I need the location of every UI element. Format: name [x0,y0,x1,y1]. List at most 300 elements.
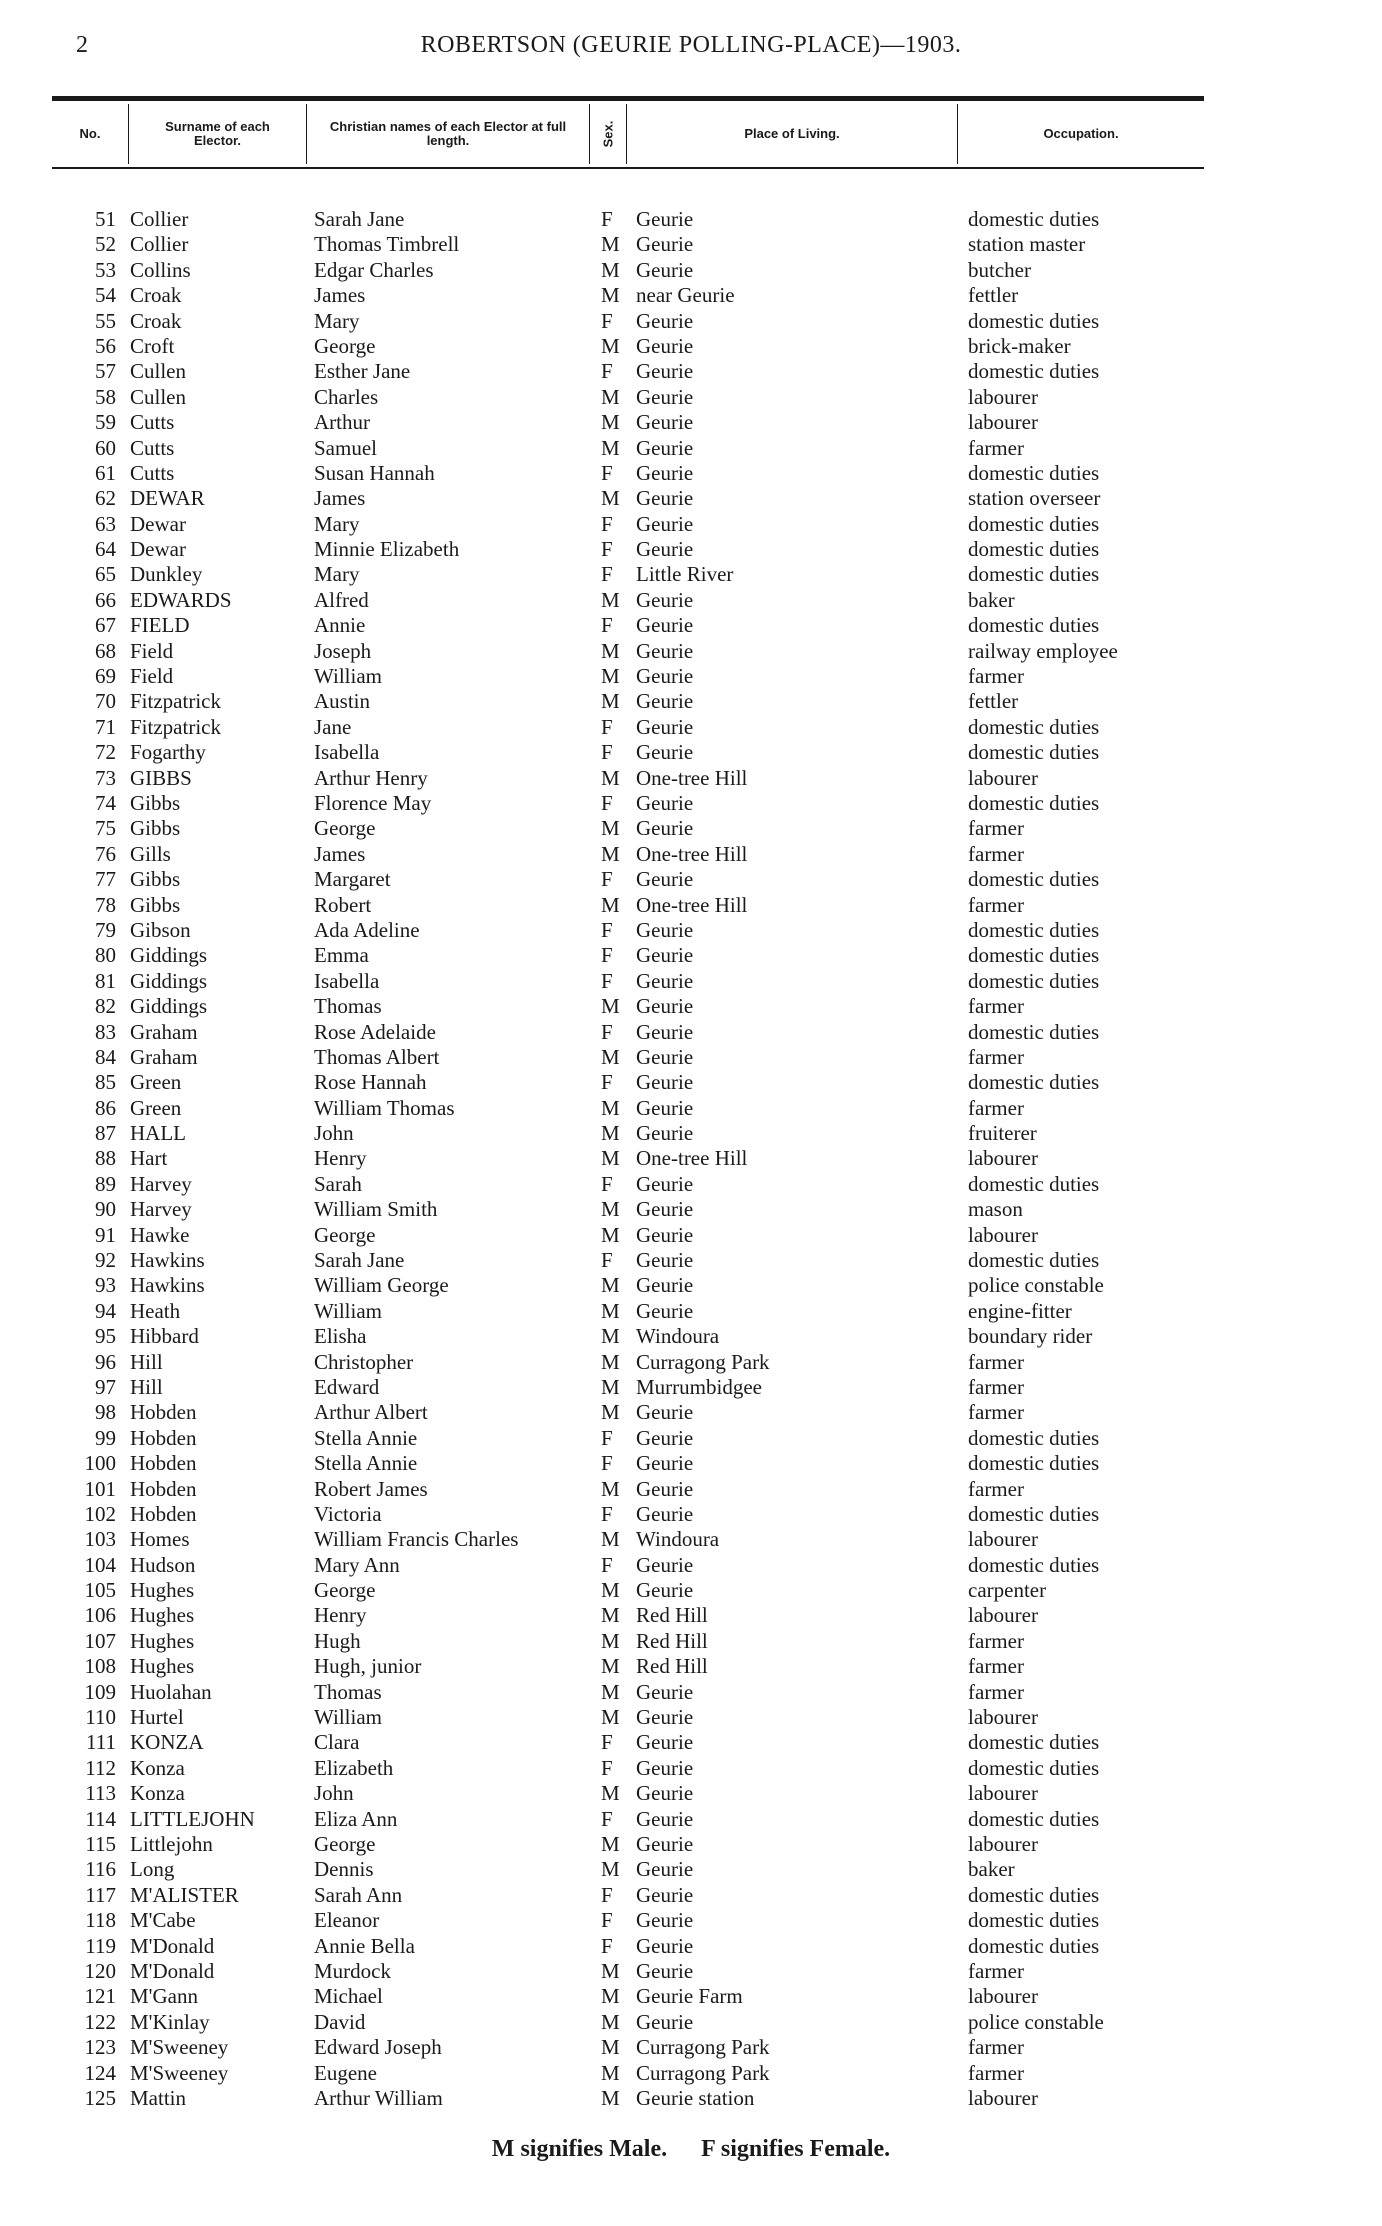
sex-cell: M [601,283,620,308]
occupation-cell: baker [968,587,1015,612]
sex-cell: M [601,664,620,689]
electors-table [0,207,1382,2111]
table-row [0,893,1382,918]
occupation-cell: carpenter [968,1578,1047,1603]
table-row [0,689,1382,714]
table-row [0,258,1382,283]
sex-cell: M [601,410,620,435]
sex-cell: M [601,1349,620,1374]
surname-cell: Gibbs [130,790,181,815]
surname-cell: M'Donald [130,1958,215,1983]
christian-names-cell: Thomas Albert [314,1044,440,1069]
christian-names-cell: Murdock [314,1958,391,1983]
row-number: 63 [95,511,116,536]
table-row [0,1273,1382,1298]
place-of-living-cell: Geurie [636,689,694,714]
sex-cell: F [601,1755,613,1780]
christian-names-cell: Mary [314,511,360,536]
row-number: 57 [95,359,116,384]
surname-cell: Hill [130,1349,163,1374]
sex-cell: M [601,2060,620,2085]
row-number: 90 [95,1197,116,1222]
row-number: 82 [95,994,116,1019]
sex-cell: F [601,867,613,892]
christian-names-cell: Mary Ann [314,1552,400,1577]
table-row [0,1146,1382,1171]
sex-cell: M [601,1781,620,1806]
row-number: 74 [95,790,116,815]
sex-cell: F [601,562,613,587]
row-number: 105 [84,1578,116,1603]
surname-cell: Konza [130,1781,185,1806]
place-of-living-cell: Geurie [636,435,694,460]
table-row [0,1172,1382,1197]
surname-cell: Hill [130,1374,163,1399]
sex-cell: M [601,486,620,511]
christian-names-cell: Thomas Timbrell [314,232,460,257]
christian-names-cell: George [314,816,376,841]
table-row [0,943,1382,968]
sex-cell: M [601,2035,620,2060]
sex-cell: F [601,1501,613,1526]
row-number: 89 [95,1171,116,1196]
row-number: 61 [95,460,116,485]
christian-names-cell: Esther Jane [314,359,411,384]
surname-cell: Gibbs [130,816,181,841]
place-of-living-cell: Geurie [636,1958,694,1983]
occupation-cell: domestic duties [968,714,1100,739]
sex-cell: M [601,1984,620,2009]
christian-names-cell: John [314,1781,354,1806]
sex-cell: M [601,841,620,866]
surname-cell: Hurtel [130,1705,184,1730]
row-number: 52 [95,232,116,257]
occupation-cell: farmer [968,1628,1024,1653]
christian-names-cell: Margaret [314,867,391,892]
row-number: 56 [95,333,116,358]
sex-cell: M [601,1374,620,1399]
row-number: 115 [85,1832,116,1856]
place-of-living-cell: Red Hill [636,1603,708,1628]
surname-cell: FIELD [130,613,190,638]
table-row [0,1502,1382,1527]
occupation-cell: farmer [968,2035,1024,2060]
table-row [0,1705,1382,1730]
occupation-cell: labourer [968,1705,1038,1730]
surname-cell: Hudson [130,1552,196,1577]
surname-cell: HALL [130,1121,186,1146]
occupation-cell: domestic duties [968,537,1100,562]
christian-names-cell: Annie Bella [314,1933,415,1958]
place-of-living-cell: near Geurie [636,283,735,308]
occupation-cell: domestic duties [968,1933,1100,1958]
place-of-living-cell: Geurie [636,1070,694,1095]
table-row [0,842,1382,867]
christian-names-cell: James [314,841,366,866]
row-number: 116 [85,1857,116,1882]
sex-cell: F [601,613,613,638]
table-row [0,1426,1382,1451]
christian-names-cell: Austin [314,689,371,714]
table-row [0,1553,1382,1578]
place-of-living-cell: Red Hill [636,1628,708,1653]
place-of-living-cell: Geurie [636,1578,694,1603]
table-row [0,1070,1382,1095]
occupation-cell: domestic duties [968,1501,1100,1526]
place-of-living-cell: Geurie [636,308,694,333]
occupation-cell: farmer [968,816,1024,841]
sex-cell: M [601,1324,620,1349]
place-of-living-cell: Geurie [636,1197,694,1222]
sex-cell: F [601,714,613,739]
table-row [0,1020,1382,1045]
christian-names-cell: Hugh [314,1628,361,1653]
page-header [0,28,1382,68]
table-row [0,2010,1382,2035]
column-header-surname: Surname of each Elector. [165,119,270,148]
sex-cell: M [601,816,620,841]
row-number: 76 [95,841,116,866]
christian-names-cell: Susan Hannah [314,460,435,485]
row-number: 73 [95,765,116,790]
place-of-living-cell: Geurie [636,1832,694,1856]
place-of-living-cell: Murrumbidgee [636,1374,762,1399]
surname-cell: Hobden [130,1476,197,1501]
table-row [0,791,1382,816]
table-row [0,1527,1382,1552]
surname-cell: Dewar [130,537,186,562]
row-number: 102 [84,1501,116,1526]
occupation-cell: farmer [968,892,1024,917]
occupation-cell: domestic duties [968,308,1100,333]
surname-cell: Hibbard [130,1324,199,1349]
place-of-living-cell: Geurie [636,1425,694,1450]
sex-cell: M [601,1044,620,1069]
sex-cell: M [601,1121,620,1146]
surname-cell: Croft [130,333,175,358]
sex-cell: F [601,1730,613,1755]
sex-cell: M [601,435,620,460]
sex-cell: F [601,460,613,485]
row-number: 123 [84,2035,116,2060]
row-number: 88 [95,1146,116,1171]
christian-names-cell: William Smith [314,1197,438,1222]
christian-names-cell: William George [314,1273,449,1298]
surname-cell: Fitzpatrick [130,689,221,714]
sex-cell: M [601,1095,620,1120]
place-of-living-cell: Geurie [636,537,694,562]
place-of-living-cell: Geurie [636,1705,694,1730]
table-row [0,1908,1382,1933]
row-number: 54 [95,283,116,308]
occupation-cell: domestic duties [968,562,1100,587]
place-of-living-cell: Curragong Park [636,2060,770,2085]
occupation-cell: farmer [968,2060,1024,2085]
surname-cell: Huolahan [130,1679,212,1704]
christian-names-cell: Rose Adelaide [314,1019,436,1044]
occupation-cell: farmer [968,1476,1024,1501]
surname-cell: Cullen [130,384,186,409]
occupation-cell: baker [968,1857,1015,1882]
sex-cell: F [601,1882,613,1907]
occupation-cell: farmer [968,1400,1024,1425]
place-of-living-cell: Geurie [636,1781,694,1806]
table-row [0,410,1382,435]
christian-names-cell: Charles [314,384,379,409]
christian-names-cell: Arthur Henry [314,765,428,790]
table-row [0,613,1382,638]
place-of-living-cell: Geurie [636,1730,694,1755]
header-bottom-rule [52,167,1204,169]
occupation-cell: farmer [968,435,1024,460]
christian-names-cell: Clara [314,1730,360,1755]
column-header-sex [590,101,626,167]
christian-names-cell: Rose Hannah [314,1070,427,1095]
table-row [0,1324,1382,1349]
row-number: 97 [95,1374,116,1399]
occupation-cell: fruiterer [968,1121,1037,1146]
table-row [0,2061,1382,2086]
christian-names-cell: Arthur Albert [314,1400,428,1425]
footer-legend [0,2136,1382,2163]
surname-cell: Graham [130,1019,198,1044]
christian-names-cell: Henry [314,1146,367,1171]
table-row [0,588,1382,613]
surname-cell: Field [130,638,174,663]
sex-cell: F [601,1552,613,1577]
table-row [0,1680,1382,1705]
occupation-cell: labourer [968,765,1038,790]
table-row [0,1984,1382,2009]
row-number: 83 [95,1019,116,1044]
place-of-living-cell: Geurie station [636,2085,755,2110]
surname-cell: Hawkins [130,1248,205,1273]
row-number: 81 [95,968,116,993]
place-of-living-cell: Geurie [636,613,694,638]
table-row [0,1096,1382,1121]
sex-cell: M [601,2009,620,2034]
surname-cell: Giddings [130,994,208,1019]
christian-names-cell: George [314,1222,376,1247]
sex-cell: F [601,308,613,333]
occupation-cell: labourer [968,1603,1038,1628]
table-row [0,1603,1382,1628]
place-of-living-cell: Geurie [636,587,694,612]
surname-cell: Hobden [130,1451,197,1476]
table-row [0,1959,1382,1984]
occupation-cell: police constable [968,1273,1104,1298]
column-header-no: No. [79,126,101,141]
row-number: 60 [95,435,116,460]
occupation-cell: domestic duties [968,867,1100,892]
place-of-living-cell: Geurie [636,511,694,536]
christian-names-cell: David [314,2009,366,2034]
place-of-living-cell: Geurie [636,1451,694,1476]
place-of-living-cell: Geurie [636,1933,694,1958]
surname-cell: M'Donald [130,1933,215,1958]
table-row [0,283,1382,308]
table-row [0,1629,1382,1654]
christian-names-cell: Annie [314,613,366,638]
sex-cell: F [601,1806,613,1831]
occupation-cell: farmer [968,1095,1024,1120]
table-row [0,918,1382,943]
surname-cell: KONZA [130,1730,204,1755]
table-row [0,1223,1382,1248]
surname-cell: DEWAR [130,486,205,511]
surname-cell: M'ALISTER [130,1882,239,1907]
occupation-cell: domestic duties [968,1552,1100,1577]
surname-cell: GIBBS [130,765,192,790]
occupation-cell: domestic duties [968,790,1100,815]
occupation-cell: farmer [968,1679,1024,1704]
occupation-cell: farmer [968,1349,1024,1374]
table-row [0,969,1382,994]
table-row [0,1756,1382,1781]
surname-cell: Cutts [130,410,175,435]
row-number: 86 [95,1095,116,1120]
christian-names-cell: Arthur William [314,2085,443,2110]
surname-cell: Hughes [130,1654,195,1679]
surname-cell: Mattin [130,2085,186,2110]
place-of-living-cell: Curragong Park [636,2035,770,2060]
sex-cell: M [601,1705,620,1730]
row-number: 64 [95,537,116,562]
place-of-living-cell: Geurie [636,816,694,841]
row-number: 79 [95,917,116,942]
occupation-cell: labourer [968,384,1038,409]
row-number: 92 [95,1248,116,1273]
place-of-living-cell: Geurie [636,1806,694,1831]
occupation-cell: fettler [968,689,1019,714]
surname-cell: Green [130,1095,182,1120]
surname-cell: Field [130,664,174,689]
table-row [0,1121,1382,1146]
place-of-living-cell: One-tree Hill [636,841,748,866]
christian-names-cell: Ada Adeline [314,917,420,942]
sex-cell: F [601,1171,613,1196]
sex-cell: F [601,359,613,384]
occupation-cell: domestic duties [968,1171,1100,1196]
row-number: 98 [95,1400,116,1425]
surname-cell: Hobden [130,1501,197,1526]
christian-names-cell: William [314,1705,382,1730]
table-row [0,1883,1382,1908]
table-row [0,232,1382,257]
occupation-cell: farmer [968,841,1024,866]
occupation-cell: domestic duties [968,943,1100,968]
place-of-living-cell: Geurie [636,1019,694,1044]
table-row [0,1730,1382,1755]
christian-names-cell: Sarah [314,1171,362,1196]
christian-names-cell: Thomas [314,1679,382,1704]
occupation-cell: domestic duties [968,1806,1100,1831]
table-row [0,359,1382,384]
table-row [0,715,1382,740]
sex-cell: F [601,943,613,968]
surname-cell: Harvey [130,1197,192,1222]
table-row [0,1197,1382,1222]
occupation-cell: fettler [968,283,1019,308]
sex-cell: M [601,1654,620,1679]
table-row [0,537,1382,562]
table-row [0,1781,1382,1806]
place-of-living-cell: Geurie [636,2009,694,2034]
surname-cell: Green [130,1070,182,1095]
sex-cell: M [601,1146,620,1171]
christian-names-cell: George [314,1578,376,1603]
sex-cell: M [601,638,620,663]
christian-names-cell: Eliza Ann [314,1806,398,1831]
place-of-living-cell: Geurie [636,1679,694,1704]
row-number: 93 [95,1273,116,1298]
surname-cell: Fogarthy [130,740,206,765]
sex-cell: M [601,892,620,917]
surname-cell: Homes [130,1527,190,1552]
surname-cell: Hughes [130,1578,195,1603]
table-row [0,1375,1382,1400]
occupation-cell: domestic duties [968,1755,1100,1780]
table-row [0,1045,1382,1070]
occupation-cell: brick-maker [968,333,1071,358]
sex-cell: M [601,587,620,612]
row-number: 119 [85,1933,116,1958]
place-of-living-cell: Geurie [636,257,694,282]
christian-names-cell: Robert James [314,1476,428,1501]
table-row [0,207,1382,232]
place-of-living-cell: Geurie [636,867,694,892]
row-number: 94 [95,1298,116,1323]
place-of-living-cell: Geurie [636,1044,694,1069]
surname-cell: Cullen [130,359,186,384]
place-of-living-cell: Windoura [636,1324,720,1349]
sex-cell: M [601,1400,620,1425]
table-row [0,1857,1382,1882]
surname-cell: Graham [130,1044,198,1069]
row-number: 59 [95,410,116,435]
occupation-cell: labourer [968,1832,1038,1856]
place-of-living-cell: Geurie [636,1171,694,1196]
christian-names-cell: Sarah Jane [314,207,405,231]
christian-names-cell: Christopher [314,1349,414,1374]
surname-cell: Hobden [130,1400,197,1425]
christian-names-cell: Hugh, junior [314,1654,422,1679]
christian-names-cell: Alfred [314,587,369,612]
surname-cell: Hughes [130,1603,195,1628]
place-of-living-cell: Geurie [636,638,694,663]
sex-cell: M [601,1958,620,1983]
occupation-cell: domestic duties [968,917,1100,942]
surname-cell: M'Kinlay [130,2009,210,2034]
sex-cell: M [601,1603,620,1628]
surname-cell: M'Sweeney [130,2060,229,2085]
surname-cell: Cutts [130,460,175,485]
surname-cell: Hobden [130,1425,197,1450]
column-header-sex-label: Sex. [600,120,615,148]
christian-names-cell: John [314,1121,354,1146]
occupation-cell: farmer [968,1654,1024,1679]
row-number: 80 [95,943,116,968]
surname-cell: Gibson [130,917,191,942]
place-of-living-cell: Geurie [636,1121,694,1146]
christian-names-cell: Minnie Elizabeth [314,537,460,562]
row-number: 103 [84,1527,116,1552]
occupation-cell: domestic duties [968,1425,1100,1450]
table-row [0,2086,1382,2111]
row-number: 95 [95,1324,116,1349]
row-number: 70 [95,689,116,714]
surname-cell: Heath [130,1298,181,1323]
